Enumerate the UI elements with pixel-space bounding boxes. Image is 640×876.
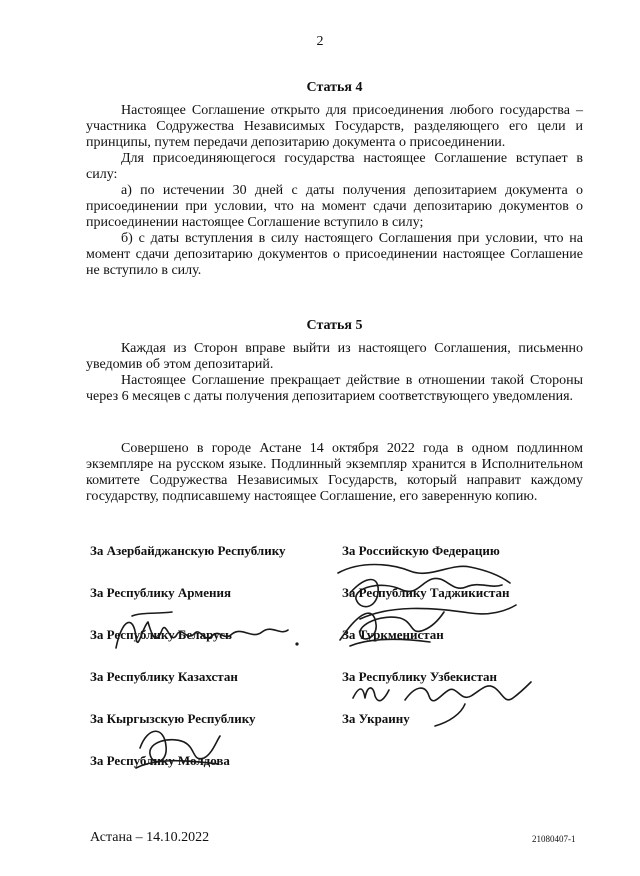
closing-text: Совершено в городе Астане 14 октября 2022 года в одном подлинном экземпляре на русском языке. Подлинный экземпляр хранится в Исполнительном комитете Содружества Независимых Государств, который направит каждому государству, подписавшему настоящее Соглашение, его заверенную копию.: [86, 441, 583, 504]
closing-paragraph: [86, 441, 583, 505]
signature-tajikistan: [330, 600, 450, 650]
signatory-turkmenistan: За Туркменистан: [342, 627, 444, 642]
article-5-paragraph: Настоящее Соглашение прекращает действие в отношении такой Стороны через 6 месяцев с даты получения депозитарием соответствующего уведомления.: [86, 373, 583, 404]
article-4: [86, 80, 583, 279]
signature-uzbekistan: [345, 668, 535, 728]
signatory-tajikistan: За Республику Таджикистан: [342, 585, 510, 600]
article-4-heading: Статья 4: [306, 80, 363, 95]
article-5-heading: Статья 5: [306, 318, 363, 333]
article-4-paragraph: Настоящее Соглашение открыто для присоединения любого государства – участника Содружества Независимых Государств, разделяющего его цели и принципы, путем передачи депозитарию документа о присоединении.: [86, 103, 583, 150]
article-5-paragraph: Каждая из Сторон вправе выйти из настоящего Соглашения, письменно уведомив об этом депозитарий.: [86, 341, 583, 372]
signature-belarus: [112, 608, 302, 658]
footer-city-date: Астана – 14.10.2022: [90, 830, 210, 845]
signatory-kazakhstan: За Республику Казахстан: [90, 669, 238, 684]
article-4-paragraph: Для присоединяющегося государства настоящее Соглашение вступает в силу:: [86, 151, 583, 182]
signatory-russia: За Российскую Федерацию: [342, 543, 500, 558]
page-number: 2: [316, 34, 324, 49]
signatory-ukraine: За Украину: [342, 711, 410, 726]
article-5: [86, 318, 583, 405]
signatory-azerbaijan: За Азербайджанскую Республику: [90, 543, 286, 558]
signatory-moldova: За Республику Молдова: [90, 753, 230, 768]
signatory-belarus: За Республику Беларусь: [90, 627, 232, 642]
signatory-armenia: За Республику Армения: [90, 585, 231, 600]
signatory-kyrgyzstan: За Кыргызскую Республику: [90, 711, 256, 726]
article-4-paragraph: б) с даты вступления в силу настоящего Соглашения при условии, что на момент сдачи депозитарию документов о присоединении настоящее Соглашение не вступило в силу.: [86, 231, 583, 278]
signatory-uzbekistan: За Республику Узбекистан: [342, 669, 497, 684]
footer-doc-code: 21080407-1: [532, 834, 576, 844]
signature-moldova: [130, 718, 225, 778]
article-4-paragraph: а) по истечении 30 дней с даты получения депозитарием документа о присоединении при условии, что на момент сдачи депозитарию документов о присоединении настоящее Соглашение вступило в силу;: [86, 183, 583, 230]
